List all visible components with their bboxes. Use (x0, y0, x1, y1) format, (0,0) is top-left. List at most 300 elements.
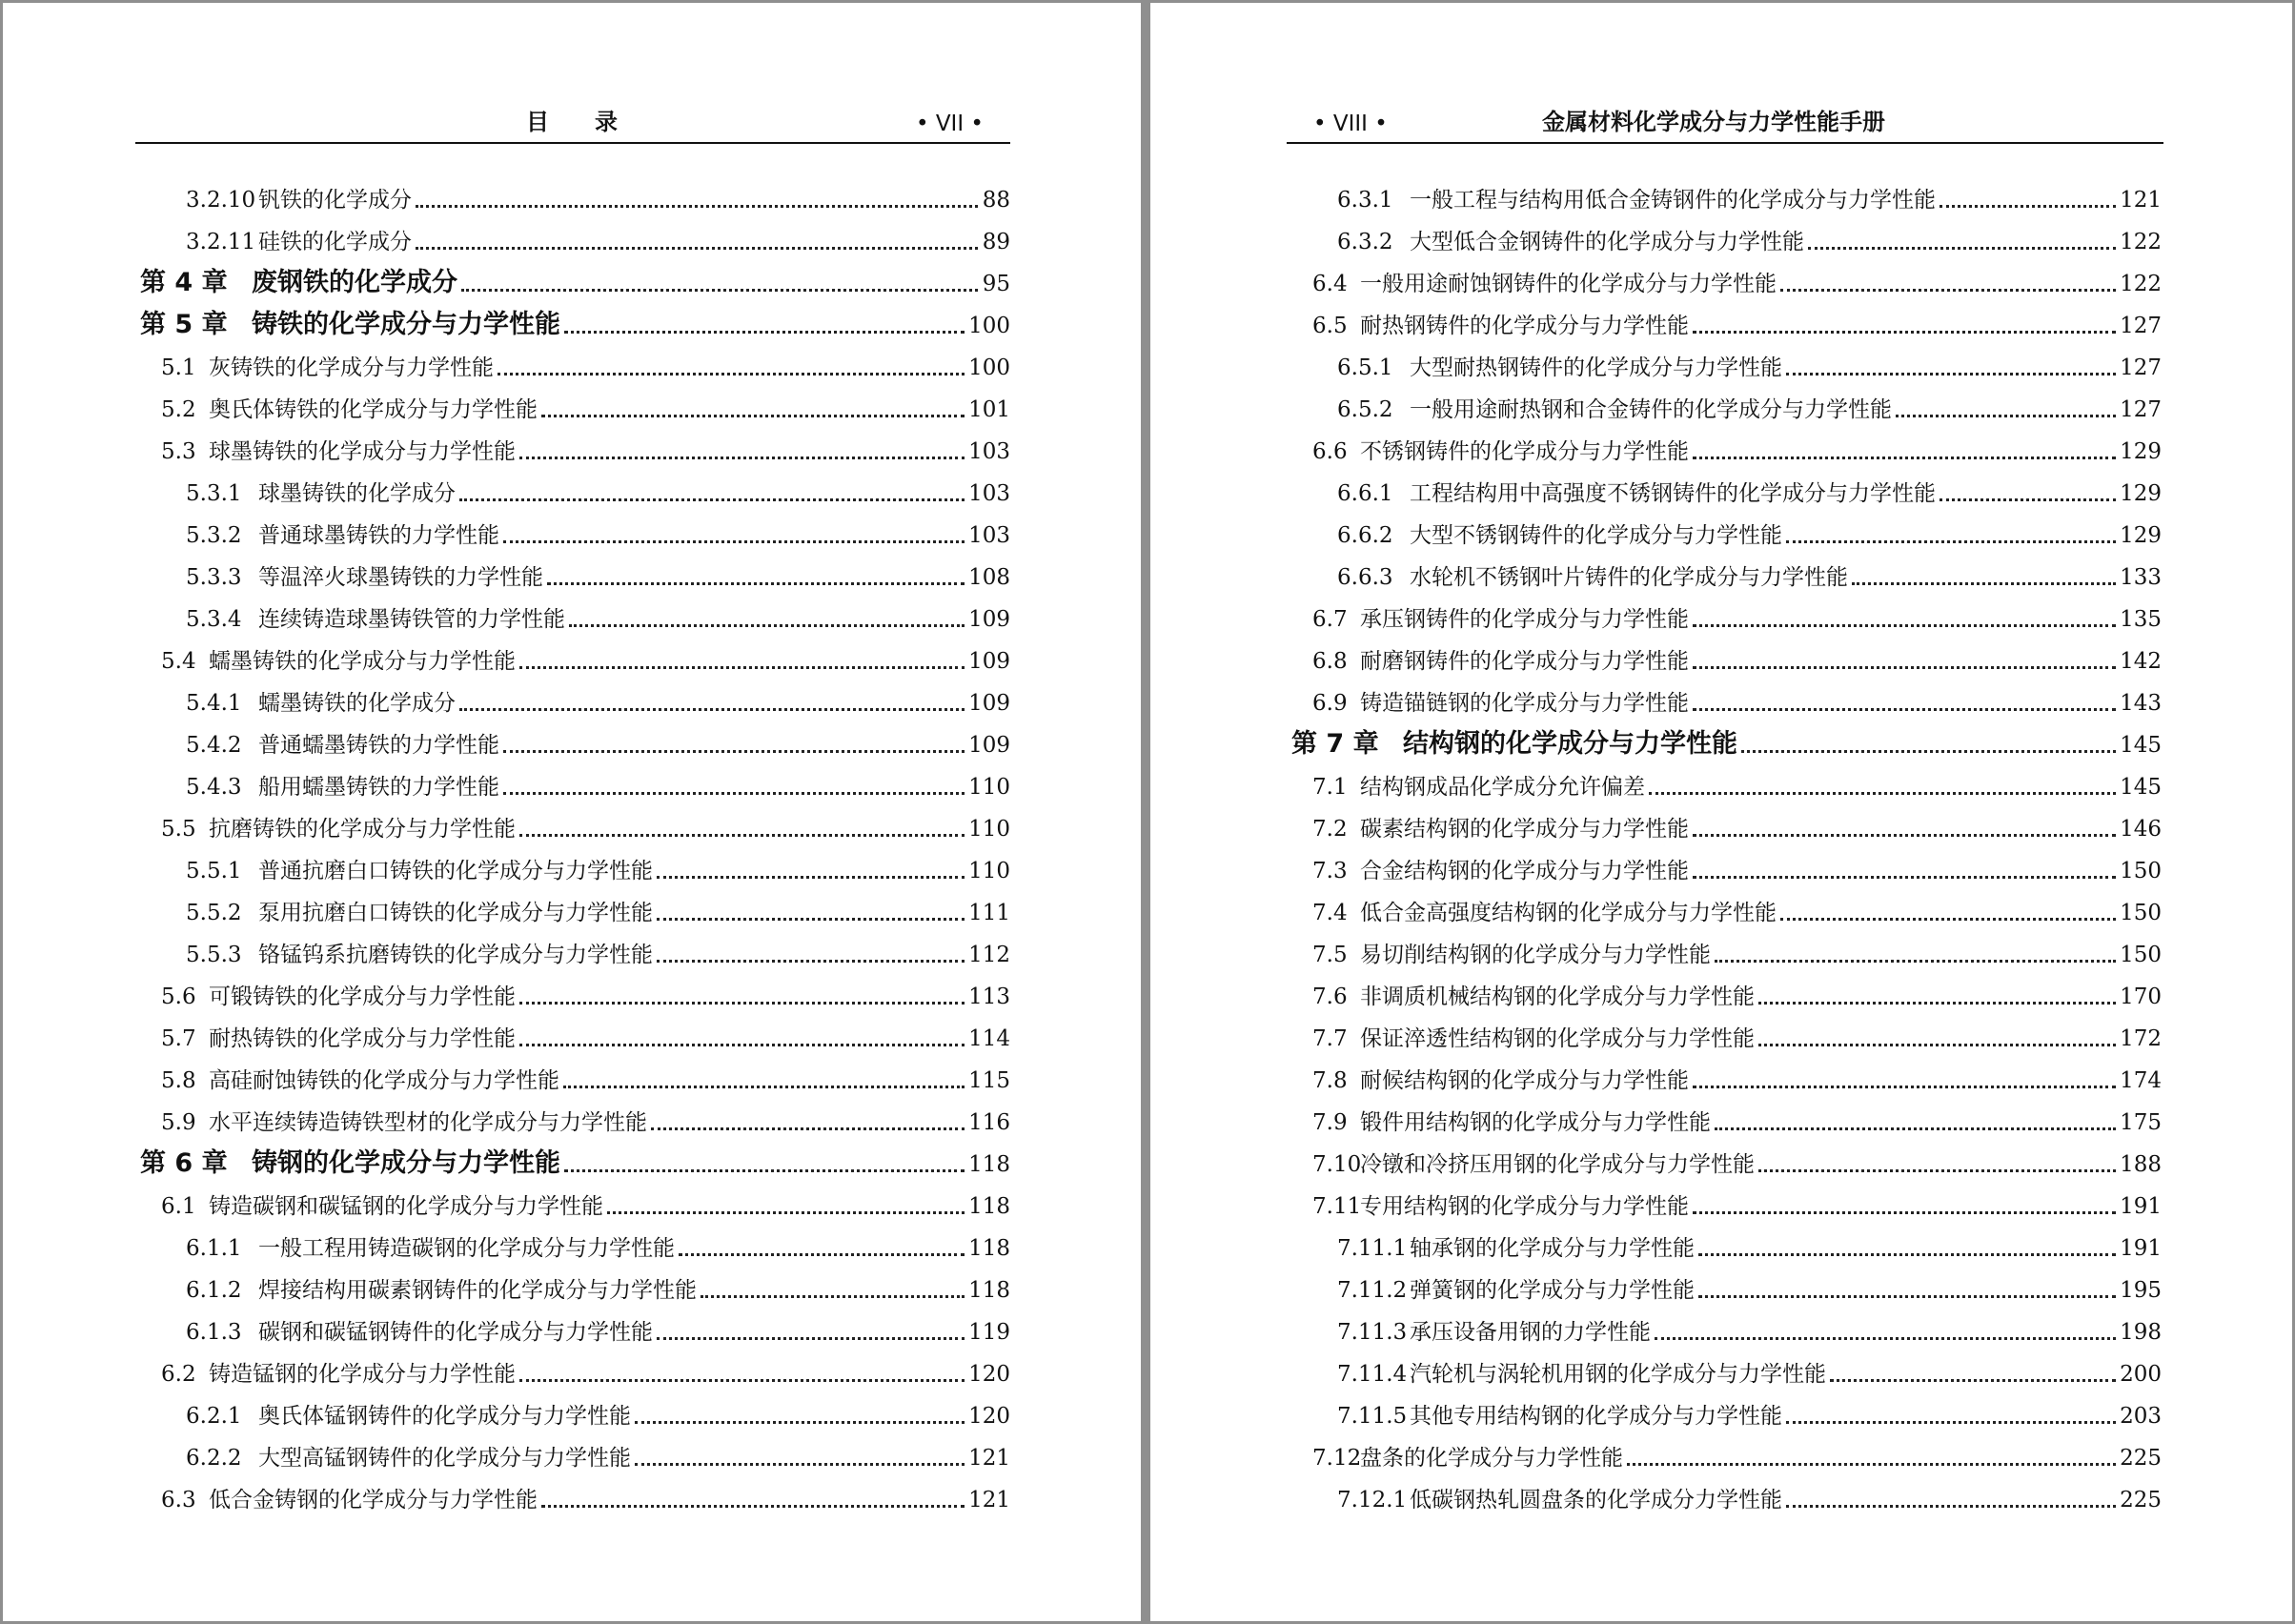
toc-entry-page: 101 (968, 397, 1010, 422)
toc-entry-page: 175 (2120, 1110, 2162, 1135)
toc-entry-title: 船用蠕墨铸铁的力学性能 (258, 775, 499, 800)
toc-entry (140, 1428, 1010, 1470)
toc-dot-leader (563, 1086, 965, 1088)
toc-entry-number: 5.3 (161, 439, 196, 464)
toc-entry-number: 5.4.2 (186, 733, 242, 758)
toc-entry (1291, 1008, 2162, 1050)
toc-entry (140, 924, 1010, 966)
toc-dot-leader (1693, 708, 2116, 711)
toc-entry (140, 1302, 1010, 1344)
toc-entry-title: 碳钢和碳锰钢铸件的化学成分与力学性能 (258, 1320, 653, 1345)
toc-entry-page: 188 (2120, 1152, 2162, 1177)
toc-entry-number: 第 4 章 (140, 268, 228, 297)
toc-entry-page: 127 (2120, 397, 2162, 422)
toc-entry-number: 7.7 (1312, 1026, 1348, 1051)
toc-entry (140, 1008, 1010, 1050)
toc-entry (1291, 799, 2162, 841)
toc-entry-number: 6.1.3 (186, 1320, 242, 1345)
toc-dot-leader (519, 1379, 965, 1382)
toc-dot-leader (607, 1211, 965, 1214)
toc-dot-leader (541, 1505, 965, 1508)
toc-entry-title: 一般用途耐热钢和合金铸件的化学成分与力学性能 (1410, 397, 1892, 422)
toc-entry-title: 废钢铁的化学成分 (252, 268, 457, 297)
toc-entry-title: 低碳钢热轧圆盘条的化学成分力学性能 (1410, 1488, 1782, 1512)
toc-entry (1291, 337, 2162, 379)
toc-entry-number: 3.2.10 (186, 188, 256, 213)
toc-dot-leader (519, 834, 965, 837)
toc-entry-page: 129 (2120, 523, 2162, 548)
toc-entry-page: 191 (2120, 1194, 2162, 1219)
toc-entry-number: 5.5.2 (186, 901, 242, 925)
toc-entry-title: 铸铁的化学成分与力学性能 (252, 310, 560, 339)
toc-dot-leader (1786, 1421, 2116, 1424)
toc-dot-leader (498, 373, 965, 376)
toc-entry-page: 103 (968, 481, 1010, 506)
toc-entry-title: 大型低合金钢铸件的化学成分与力学性能 (1410, 230, 1804, 254)
toc-entry-number: 7.3 (1312, 859, 1348, 883)
toc-entry-number: 5.1 (161, 355, 196, 380)
toc-entry (1291, 589, 2162, 631)
toc-entry (140, 966, 1010, 1008)
toc-entry (140, 589, 1010, 631)
toc-entry-page: 95 (982, 272, 1010, 296)
toc-entry-number: 6.5.2 (1337, 397, 1393, 422)
toc-dot-leader (1741, 750, 2116, 753)
toc-entry-title: 耐候结构钢的化学成分与力学性能 (1360, 1068, 1689, 1093)
toc-dot-leader (1715, 960, 2116, 963)
toc-entry-number: 5.3.2 (186, 523, 242, 548)
toc-entry-page: 120 (968, 1404, 1010, 1429)
toc-entry (140, 212, 1010, 254)
toc-entry-number: 5.5.3 (186, 943, 242, 967)
toc-entry-number: 5.2 (161, 397, 196, 422)
toc-entry-number: 6.3.1 (1337, 188, 1393, 213)
toc-entry (1291, 379, 2162, 421)
toc-dot-leader (635, 1421, 965, 1424)
toc-entry-title: 耐热铸铁的化学成分与力学性能 (209, 1026, 516, 1051)
toc-dot-leader (503, 750, 965, 753)
toc-dot-leader (1758, 1002, 2116, 1005)
toc-entry-title: 低合金铸钢的化学成分与力学性能 (209, 1488, 538, 1512)
toc-entry-page: 89 (982, 230, 1010, 254)
toc-entry-page: 145 (2120, 775, 2162, 800)
toc-entry-page: 225 (2120, 1446, 2162, 1471)
toc-entry-page: 129 (2120, 439, 2162, 464)
toc-entry-number: 3.2.11 (186, 230, 256, 254)
toc-entry-number: 7.8 (1312, 1068, 1348, 1093)
toc-dot-leader (459, 498, 965, 501)
toc-entry-number: 6.2 (161, 1362, 196, 1387)
toc-entry-title: 结构钢成品化学成分允许偏差 (1360, 775, 1645, 800)
toc-dot-leader (1780, 918, 2116, 921)
toc-entry-number: 第 6 章 (140, 1148, 228, 1178)
toc-entry-title: 等温淬火球墨铸铁的力学性能 (258, 565, 543, 590)
toc-dot-leader (519, 1044, 965, 1046)
toc-entry-title: 结构钢的化学成分与力学性能 (1403, 729, 1737, 759)
toc-entry (1291, 1260, 2162, 1302)
toc-entry-title: 锻件用结构钢的化学成分与力学性能 (1360, 1110, 1711, 1135)
toc-dot-leader (651, 1127, 965, 1130)
toc-entry-number: 6.8 (1312, 649, 1348, 674)
toc-entry (140, 547, 1010, 589)
toc-entry-number: 6.3.2 (1337, 230, 1393, 254)
toc-entry-number: 7.11 (1312, 1194, 1362, 1219)
toc-entry-number: 6.6.1 (1337, 481, 1393, 506)
toc-entry-title: 工程结构用中高强度不锈钢铸件的化学成分与力学性能 (1410, 481, 1936, 506)
toc-dot-leader (416, 205, 978, 208)
toc-entry-number: 6.4 (1312, 272, 1348, 296)
toc-dot-leader (1698, 1295, 2116, 1298)
toc-entry-page: 103 (968, 439, 1010, 464)
left-header-page-number: • VII • (915, 112, 984, 136)
toc-dot-leader (701, 1295, 965, 1298)
toc-entry (1291, 1302, 2162, 1344)
toc-entry-title: 低合金高强度结构钢的化学成分与力学性能 (1360, 901, 1777, 925)
toc-entry-title: 可锻铸铁的化学成分与力学性能 (209, 985, 516, 1009)
left-header-title-b: 录 (595, 108, 618, 135)
toc-entry-title: 灰铸铁的化学成分与力学性能 (209, 355, 494, 380)
toc-entry (140, 1218, 1010, 1260)
toc-entry-page: 116 (968, 1110, 1010, 1135)
toc-entry-title: 不锈钢铸件的化学成分与力学性能 (1360, 439, 1689, 464)
toc-dot-leader (1758, 1169, 2116, 1172)
toc-dot-leader (416, 247, 978, 250)
toc-entry-number: 5.9 (161, 1110, 196, 1135)
toc-entry-number: 7.12.1 (1337, 1488, 1408, 1512)
toc-entry-page: 198 (2120, 1320, 2162, 1345)
toc-entry (1291, 631, 2162, 673)
toc-entry-page: 129 (2120, 481, 2162, 506)
toc-dot-leader (679, 1253, 965, 1256)
toc-entry-page: 109 (968, 607, 1010, 632)
toc-entry-number: 5.3.1 (186, 481, 242, 506)
toc-entry (140, 841, 1010, 883)
toc-entry-page: 118 (968, 1236, 1010, 1261)
toc-entry-title: 一般用途耐蚀钢铸件的化学成分与力学性能 (1360, 272, 1777, 296)
toc-entry-title: 铸钢的化学成分与力学性能 (252, 1148, 560, 1178)
toc-entry-number: 6.2.2 (186, 1446, 242, 1471)
toc-dot-leader (1940, 498, 2116, 501)
toc-entry-title: 一般工程用铸造碳钢的化学成分与力学性能 (258, 1236, 675, 1261)
toc-entry-title: 耐磨钢铸件的化学成分与力学性能 (1360, 649, 1689, 674)
toc-entry (1291, 1050, 2162, 1092)
toc-dot-leader (1808, 247, 2116, 250)
toc-entry-number: 7.9 (1312, 1110, 1348, 1135)
toc-entry-title: 大型不锈钢铸件的化学成分与力学性能 (1410, 523, 1782, 548)
toc-entry (1291, 295, 2162, 337)
toc-entry (140, 170, 1010, 212)
toc-entry-title: 弹簧钢的化学成分与力学性能 (1410, 1278, 1695, 1303)
toc-entry-title: 盘条的化学成分与力学性能 (1360, 1446, 1623, 1471)
toc-entry-number: 5.6 (161, 985, 196, 1009)
toc-dot-leader (519, 1002, 965, 1005)
toc-entry (1291, 966, 2162, 1008)
toc-entry-title: 汽轮机与涡轮机用钢的化学成分与力学性能 (1410, 1362, 1826, 1387)
toc-entry-page: 109 (968, 649, 1010, 674)
toc-entry-title: 保证淬透性结构钢的化学成分与力学性能 (1360, 1026, 1755, 1051)
toc-entry (140, 505, 1010, 547)
toc-entry-page: 135 (2120, 607, 2162, 632)
toc-dot-leader (564, 1169, 965, 1172)
toc-dot-leader (1786, 1505, 2116, 1508)
toc-dot-leader (1896, 415, 2116, 417)
toc-dot-leader (541, 415, 965, 417)
toc-entry-title: 铸造碳钢和碳锰钢的化学成分与力学性能 (209, 1194, 603, 1219)
right-header-page-number: • VIII • (1313, 112, 1388, 136)
toc-entry-title: 大型高锰钢铸件的化学成分与力学性能 (258, 1446, 631, 1471)
left-page-header (135, 102, 1010, 144)
toc-entry-page: 143 (2120, 691, 2162, 716)
toc-entry-title: 碳素结构钢的化学成分与力学性能 (1360, 817, 1689, 842)
toc-entry-number: 7.11.5 (1337, 1404, 1408, 1429)
toc-entry (1291, 505, 2162, 547)
toc-entry-number: 5.5.1 (186, 859, 242, 883)
toc-entry (140, 715, 1010, 757)
toc-entry-page: 118 (968, 1152, 1010, 1177)
toc-entry-title: 奥氏体铸铁的化学成分与力学性能 (209, 397, 538, 422)
toc-entry (1291, 841, 2162, 883)
toc-entry-page: 133 (2120, 565, 2162, 590)
toc-entry-number: 6.6 (1312, 439, 1348, 464)
toc-entry-page: 146 (2120, 817, 2162, 842)
toc-entry (140, 1260, 1010, 1302)
toc-entry-number: 6.1 (161, 1194, 196, 1219)
toc-entry-page: 145 (2120, 733, 2162, 758)
toc-entry-number: 6.6.2 (1337, 523, 1393, 548)
toc-dot-leader (1649, 792, 2116, 795)
toc-entry-title: 专用结构钢的化学成分与力学性能 (1360, 1194, 1689, 1219)
toc-chapter-entry (140, 295, 1010, 337)
toc-entry-page: 172 (2120, 1026, 2162, 1051)
toc-entry-title: 连续铸造球墨铸铁管的力学性能 (258, 607, 565, 632)
toc-entry-title: 泵用抗磨白口铸铁的化学成分与力学性能 (258, 901, 653, 925)
toc-dot-leader (635, 1463, 965, 1466)
toc-entry-number: 6.1.2 (186, 1278, 242, 1303)
toc-entry (1291, 924, 2162, 966)
toc-entry-page: 103 (968, 523, 1010, 548)
toc-dot-leader (1758, 1044, 2116, 1046)
toc-entry-title: 易切削结构钢的化学成分与力学性能 (1360, 943, 1711, 967)
toc-entry-page: 118 (968, 1278, 1010, 1303)
toc-entry-page: 121 (2120, 188, 2162, 213)
toc-entry-number: 5.4 (161, 649, 196, 674)
toc-entry-number: 6.5 (1312, 314, 1348, 338)
toc-entry (140, 757, 1010, 799)
toc-dot-leader (1852, 582, 2116, 585)
toc-entry (140, 421, 1010, 463)
toc-entry-page: 200 (2120, 1362, 2162, 1387)
toc-entry-page: 100 (968, 355, 1010, 380)
toc-entry-title: 水平连续铸造铸铁型材的化学成分与力学性能 (209, 1110, 647, 1135)
toc-dot-leader (1780, 289, 2116, 292)
toc-entry-number: 6.3 (161, 1488, 196, 1512)
toc-entry-title: 大型耐热钢铸件的化学成分与力学性能 (1410, 355, 1782, 380)
toc-entry-title: 冷镦和冷挤压用钢的化学成分与力学性能 (1360, 1152, 1755, 1177)
toc-entry-number: 7.10 (1312, 1152, 1362, 1177)
toc-entry (1291, 170, 2162, 212)
toc-entry (140, 1092, 1010, 1134)
toc-entry-number: 5.7 (161, 1026, 196, 1051)
toc-entry-title: 普通球墨铸铁的力学性能 (258, 523, 499, 548)
toc-entry (1291, 1134, 2162, 1176)
toc-entry (1291, 1176, 2162, 1218)
toc-entry (1291, 463, 2162, 505)
toc-entry (140, 631, 1010, 673)
toc-entry-number: 6.2.1 (186, 1404, 242, 1429)
toc-entry-page: 120 (968, 1362, 1010, 1387)
toc-entry-title: 硅铁的化学成分 (258, 230, 412, 254)
toc-entry-title: 抗磨铸铁的化学成分与力学性能 (209, 817, 516, 842)
toc-entry-title: 普通抗磨白口铸铁的化学成分与力学性能 (258, 859, 653, 883)
toc-dot-leader (503, 540, 965, 543)
toc-entry-number: 6.1.1 (186, 1236, 242, 1261)
toc-entry-page: 122 (2120, 230, 2162, 254)
toc-entry (1291, 1092, 2162, 1134)
toc-dot-leader (461, 289, 978, 292)
toc-entry-page: 113 (968, 985, 1010, 1009)
toc-entry-number: 7.12 (1312, 1446, 1362, 1471)
toc-dot-leader (547, 582, 965, 585)
toc-dot-leader (1693, 876, 2116, 879)
toc-entry-title: 合金结构钢的化学成分与力学性能 (1360, 859, 1689, 883)
toc-entry-page: 150 (2120, 859, 2162, 883)
toc-chapter-entry (140, 254, 1010, 295)
toc-dot-leader (1693, 666, 2116, 669)
left-header-title (526, 103, 618, 136)
toc-dot-leader (1786, 373, 2116, 376)
toc-entry-page: 111 (968, 901, 1010, 925)
toc-entry-number: 7.11.4 (1337, 1362, 1408, 1387)
toc-entry-number: 7.5 (1312, 943, 1348, 967)
toc-entry-page: 108 (968, 565, 1010, 590)
toc-entry-page: 142 (2120, 649, 2162, 674)
toc-entry-number: 5.3.4 (186, 607, 242, 632)
toc-entry-title: 蠕墨铸铁的化学成分 (258, 691, 456, 716)
toc-dot-leader (1693, 1086, 2116, 1088)
toc-entry-number: 5.4.1 (186, 691, 242, 716)
toc-entry-number: 5.8 (161, 1068, 196, 1093)
toc-entry-number: 6.5.1 (1337, 355, 1393, 380)
toc-entry-title: 钒铁的化学成分 (258, 188, 412, 213)
right-toc-list (1291, 170, 2162, 1512)
toc-entry-title: 焊接结构用碳素钢铸件的化学成分与力学性能 (258, 1278, 697, 1303)
toc-entry-number: 7.1 (1312, 775, 1348, 800)
toc-entry-number: 7.11.1 (1337, 1236, 1408, 1261)
toc-entry (1291, 421, 2162, 463)
toc-entry-title: 球墨铸铁的化学成分 (258, 481, 456, 506)
toc-entry (140, 1470, 1010, 1512)
toc-entry (1291, 1470, 2162, 1512)
toc-dot-leader (503, 792, 965, 795)
toc-dot-leader (657, 876, 965, 879)
toc-entry (1291, 212, 2162, 254)
right-page-header (1287, 102, 2163, 144)
toc-entry-page: 191 (2120, 1236, 2162, 1261)
toc-dot-leader (459, 708, 965, 711)
left-toc-list (140, 170, 1010, 1512)
toc-entry (140, 673, 1010, 715)
toc-entry (1291, 883, 2162, 924)
toc-entry-number: 7.6 (1312, 985, 1348, 1009)
toc-chapter-entry (140, 1134, 1010, 1176)
toc-entry-number: 5.5 (161, 817, 196, 842)
toc-dot-leader (657, 1337, 965, 1340)
toc-entry (140, 463, 1010, 505)
toc-entry-page: 195 (2120, 1278, 2162, 1303)
toc-entry-page: 150 (2120, 901, 2162, 925)
toc-entry-page: 121 (968, 1446, 1010, 1471)
toc-entry (1291, 1428, 2162, 1470)
toc-entry-number: 5.3.3 (186, 565, 242, 590)
toc-dot-leader (519, 666, 965, 669)
toc-entry-number: 7.11.2 (1337, 1278, 1408, 1303)
toc-entry (140, 1050, 1010, 1092)
toc-entry-number: 6.9 (1312, 691, 1348, 716)
toc-entry (1291, 547, 2162, 589)
toc-entry-title: 非调质机械结构钢的化学成分与力学性能 (1360, 985, 1755, 1009)
left-page (3, 3, 1141, 1621)
toc-entry-page: 170 (2120, 985, 2162, 1009)
toc-dot-leader (1940, 205, 2116, 208)
toc-entry-title: 承压设备用钢的力学性能 (1410, 1320, 1651, 1345)
toc-entry (1291, 1344, 2162, 1386)
toc-dot-leader (569, 624, 965, 627)
toc-dot-leader (564, 331, 965, 334)
toc-entry-title: 高硅耐蚀铸铁的化学成分与力学性能 (209, 1068, 559, 1093)
toc-entry-page: 110 (968, 817, 1010, 842)
toc-entry-number: 第 5 章 (140, 310, 228, 339)
toc-dot-leader (1698, 1253, 2116, 1256)
toc-entry (140, 379, 1010, 421)
toc-entry (140, 883, 1010, 924)
toc-entry-title: 耐热钢铸件的化学成分与力学性能 (1360, 314, 1689, 338)
toc-dot-leader (1655, 1337, 2116, 1340)
toc-entry-title: 铬锰钨系抗磨铸铁的化学成分与力学性能 (258, 943, 653, 967)
toc-dot-leader (1786, 540, 2116, 543)
left-header-title-a: 目 (526, 108, 549, 135)
toc-entry-title: 一般工程与结构用低合金铸钢件的化学成分与力学性能 (1410, 188, 1936, 213)
toc-entry-number: 7.4 (1312, 901, 1348, 925)
toc-entry-number: 7.11.3 (1337, 1320, 1408, 1345)
toc-entry-page: 127 (2120, 314, 2162, 338)
toc-entry-page: 100 (968, 314, 1010, 338)
toc-entry (1291, 757, 2162, 799)
toc-entry-page: 127 (2120, 355, 2162, 380)
toc-entry (140, 337, 1010, 379)
toc-entry-page: 114 (968, 1026, 1010, 1051)
toc-chapter-entry (1291, 715, 2162, 757)
toc-entry (140, 1386, 1010, 1428)
toc-entry-title: 水轮机不锈钢叶片铸件的化学成分与力学性能 (1410, 565, 1848, 590)
toc-entry-page: 150 (2120, 943, 2162, 967)
toc-dot-leader (519, 457, 965, 459)
toc-entry-title: 轴承钢的化学成分与力学性能 (1410, 1236, 1695, 1261)
toc-entry-number: 5.4.3 (186, 775, 242, 800)
toc-entry-page: 109 (968, 691, 1010, 716)
right-page (1150, 3, 2292, 1621)
toc-entry-page: 118 (968, 1194, 1010, 1219)
toc-dot-leader (657, 918, 965, 921)
toc-entry-page: 225 (2120, 1488, 2162, 1512)
toc-dot-leader (1830, 1379, 2116, 1382)
toc-dot-leader (1693, 834, 2116, 837)
toc-entry-title: 球墨铸铁的化学成分与力学性能 (209, 439, 516, 464)
toc-entry-page: 121 (968, 1488, 1010, 1512)
toc-entry (1291, 673, 2162, 715)
toc-entry-title: 铸造锚链钢的化学成分与力学性能 (1360, 691, 1689, 716)
toc-entry-page: 122 (2120, 272, 2162, 296)
toc-entry (140, 1344, 1010, 1386)
